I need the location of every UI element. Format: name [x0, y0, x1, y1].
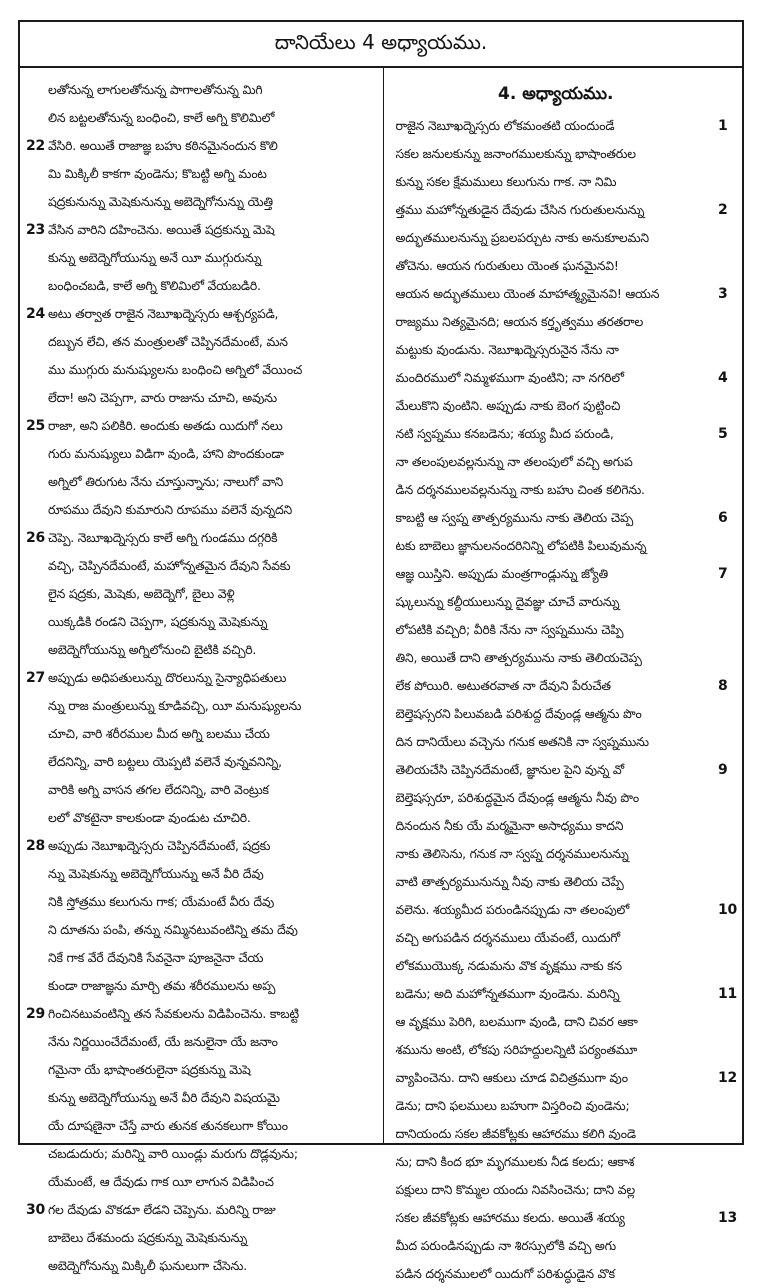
text-line [48, 272, 369, 300]
text-line [48, 720, 369, 748]
line-text: లైన షద్రకు, మెషెకు, అబెద్నెగో, బైలు వెళ్లి [48, 586, 235, 601]
line-text: అద్భుతములనున్ను ప్రబలపర్చుట నాకు అనుకూలమని [395, 230, 649, 245]
text-line [395, 896, 738, 924]
running-header [20, 22, 742, 68]
line-text: పక్షులు దాని కొమ్మల యందు నివసించెను; దాని వల్ల [395, 1182, 635, 1197]
line-text: కున్ను అబెద్నెగోయున్ను అనే వీరి దేవుని విషయమై [48, 1090, 280, 1105]
text-line [48, 160, 369, 188]
line-text: యిక్కడికి రండని చెప్పగా, షద్రకున్ను మెషెకున్ను [48, 614, 268, 629]
text-line [396, 448, 717, 476]
text-line [26, 132, 369, 160]
line-text: గించినటువంటిన్ని తన సేవకులను విడిపించెను. కాబట్టి [48, 1006, 299, 1021]
text-line [48, 1168, 369, 1196]
line-text: న్ను రాజ మంత్రులున్ను కూడివచ్చి, యీ మనుష్యులను [48, 698, 302, 713]
text-line [395, 560, 728, 588]
text-line [396, 784, 717, 812]
verse-number: 30 [26, 1202, 46, 1218]
line-text: ఆజ్ఞ యిస్తిని. అప్పుడు మంత్రగాండ్లున్ను జ్యోతి [395, 566, 609, 581]
verse-number: 29 [26, 1006, 46, 1022]
right-column [384, 68, 743, 1281]
line-text: యే దూషణైనా చేస్తే వారు తునక తునకలుగా కోయిం [48, 1118, 288, 1133]
verse-number: 25 [26, 418, 46, 434]
line-text: పడిన దర్శనములలో యిదుగో పరిశుద్ధుడైన వొక [395, 1266, 615, 1281]
line-text: సకల జీవకోట్లకు ఆహారము కలదు. అయితే శయ్య [395, 1210, 625, 1225]
text-line [395, 196, 728, 224]
text-line [396, 644, 717, 672]
line-text: తోచెను. ఆయన గురుతులు యెంత ఘనమైనవి! [395, 258, 619, 273]
verse-number: 1 [718, 118, 728, 134]
text-line [26, 664, 369, 692]
text-line [48, 440, 369, 468]
line-text: కుండా రాజాజ్ఞను మార్చి తమ శరీరములను అప్ప [48, 978, 276, 993]
line-text: మి మిక్కిలీ కాకగా వుండెను; కొబట్టి అగ్ని మంట [48, 166, 267, 181]
text-line [396, 588, 717, 616]
text-line [26, 1000, 369, 1028]
text-line [26, 216, 369, 244]
line-text: లతోనున్న లాగులతోనున్న పాగాలతోనున్న మిగి [48, 82, 263, 97]
line-text: లేదా! అని చెప్పగా, వారు రాజును చూచి, అవును [48, 390, 277, 405]
line-text: అప్పుడు అధిపతులున్ను దొరలున్ను సైన్యాధిపతులు [48, 670, 287, 685]
line-text: కాబట్టి ఆ స్వప్న తాత్పర్యమును నాకు తెలియ చెప్ప [395, 510, 634, 525]
line-text: కున్ను అబెద్నెగోయున్ను అనే యీ ముగ్గురున్ను [48, 250, 262, 265]
line-text: మీద పరుండినప్పుడు నా శిరస్సులోకి వచ్చి అగు [395, 1238, 616, 1253]
line-text: ము ముగ్గురు మనుష్యులను బంధించి అగ్నిలో వేయించ [48, 362, 303, 377]
text-line [396, 616, 717, 644]
text-line [396, 168, 717, 196]
text-line [396, 224, 717, 252]
text-line [396, 532, 717, 560]
line-text: గురు మనుష్యులు విడిగా వుండి, హాని పొందకుండా [48, 446, 284, 461]
text-line [395, 364, 728, 392]
verse-number: 10 [718, 902, 738, 918]
page-title: దానియేలు 4 అధ్యాయము. [274, 29, 488, 54]
line-text: లోపటికి వచ్చిరి; వీరికి నేను నా స్వప్నమును చెప్పి [395, 622, 624, 637]
line-text: దినందున నీకు యే మర్మమైనా అసాధ్యము కాదని [395, 818, 624, 833]
text-line [396, 1148, 717, 1176]
line-text: రాజా, అని పలికిరి. అందుకు అతడు యిదుగో నలు [48, 418, 283, 433]
text-line [396, 700, 717, 728]
text-line [396, 476, 717, 504]
verse-number: 6 [718, 510, 728, 526]
text-line [48, 104, 369, 132]
verse-number: 23 [26, 222, 46, 238]
line-text: చబడుదురు; మరిన్ని వారి యిండ్లు మరుగు దొడ్లవును; [48, 1146, 298, 1161]
line-text: దిన దానియేలు వచ్చెను గనుక అతనికి నా స్వప్నమును [395, 734, 649, 749]
text-line [396, 1260, 717, 1288]
verse-number: 27 [26, 670, 46, 686]
text-line [26, 524, 369, 552]
line-text: టకు బాబెలు జ్ఞానులనందరినిన్ని లోపటికి పిలువుమన్న [395, 538, 647, 553]
text-line [396, 1036, 717, 1064]
text-line [26, 1196, 369, 1224]
line-text: రాజైన నెబూఖద్నెస్సరు లోకమంతటి యందుండే [395, 118, 615, 133]
left-column [20, 68, 384, 1273]
verse-number: 4 [718, 370, 728, 386]
text-line [395, 112, 728, 140]
line-text: వారికి అగ్ని వాసన తగల లేదనిన్ని, వారి వెంట్రుక [48, 782, 269, 797]
text-line [48, 692, 369, 720]
line-text: అగ్నిలో తిరుగుట నేను చూస్తున్నాను; నాలుగో వాని [48, 474, 283, 489]
text-line [396, 840, 717, 868]
verse-number: 24 [26, 306, 46, 322]
verse-number: 3 [718, 286, 728, 302]
text-line [396, 336, 717, 364]
text-line [48, 1084, 369, 1112]
text-line [48, 916, 369, 944]
line-text: బాబెలు దేశమందు షద్రకున్ను మెషెకునున్ను [48, 1230, 248, 1245]
text-line [48, 328, 369, 356]
line-text: నటి స్వప్నము కనబడెను; శయ్య మీద పరుండి, [395, 426, 614, 441]
line-text: మందిరములో నిమ్మళముగా వుంటిని; నా నగరిలో [395, 370, 624, 385]
line-text: వ్యాపించెను. దాని ఆకులు చూడ విచిత్రముగా వుం [395, 1070, 628, 1085]
text-line [396, 308, 717, 336]
text-line [48, 384, 369, 412]
text-line [395, 504, 728, 532]
text-line [48, 552, 369, 580]
line-text: అబెద్నెగోయున్ను అగ్నిలోనుంచి బైటికి వచ్చిరి. [48, 642, 257, 657]
verse-number: 7 [718, 566, 728, 582]
line-text: సకల జనులకున్ను జనాంగములకున్ను భాషాంతరుల [395, 146, 636, 161]
line-text: గమైనా యే భాషాంతరులైనా షద్రకున్ను మెషె [48, 1062, 251, 1077]
text-line [48, 1112, 369, 1140]
text-line [396, 1008, 717, 1036]
line-text: బెల్తెషస్సరూ, పరిశుద్ధమైన దేవుండ్ల ఆత్మను నీవు పొం [395, 790, 639, 805]
text-line [48, 244, 369, 272]
text-line [48, 748, 369, 776]
line-text: నాకు తెలిసెను, గనుక నా స్వప్న దర్శనములనున్ను [395, 846, 629, 861]
two-column-body [20, 68, 742, 1281]
line-text: దబ్బున లేచి, తన మంత్రులతో చెప్పినదేమంటే, మన [48, 334, 288, 349]
text-line [396, 1092, 717, 1120]
text-line [48, 804, 369, 832]
text-line [396, 140, 717, 168]
line-text: బెల్తెషస్సరని పిలువబడి పరిశుద్ద దేవుండ్ల ఆత్మను పొం [395, 706, 642, 721]
line-text: శమును అంటి, లోకపు సరిహద్దులన్నిటి పర్యంతమూ [395, 1042, 638, 1057]
line-text: లిన బట్టలతోనున్న బంధించి, కాలే అగ్ని కొలిమిలో [48, 110, 275, 125]
text-line [395, 1204, 738, 1232]
line-text: నేను నిర్ణయించేదేమంటే, యే జనులైనా యే జనాం [48, 1034, 278, 1049]
text-line [48, 1140, 369, 1168]
line-text: వచ్చి అగుపడిన దర్శనములు యేవంటే, యిదుగో [395, 930, 620, 945]
text-line [48, 496, 369, 524]
text-line [396, 868, 717, 896]
text-line [48, 972, 369, 1000]
line-text: రూపము దేవుని కుమారుని రూపము వలెనే వున్నదని [48, 502, 293, 517]
text-line [395, 756, 728, 784]
text-line [396, 728, 717, 756]
line-text: ఆయన అద్భుతములు యెంత మాహాత్మ్యమైనవి! ఆయన [395, 286, 660, 301]
text-line [48, 76, 369, 104]
line-text: చెప్పె. నెబూఖద్నెస్సరు కాలే అగ్ని గుండము దగ్గరికి [48, 530, 278, 545]
line-text: గల దేవుడు వొకడూ లేడని చెప్పెను. మరిన్ని రాజు [48, 1202, 276, 1217]
text-line [48, 636, 369, 664]
chapter-heading: 4. అధ్యాయము. [498, 84, 614, 104]
text-line [395, 420, 728, 448]
line-text: రాజ్యము నిత్యమైనది; ఆయన కర్తృత్వము తరతరాల [395, 314, 644, 329]
line-text: వాటి తాత్పర్యమునున్ను నీవు నాకు తెలియ చెప్పే [395, 874, 624, 889]
verse-number: 2 [718, 202, 728, 218]
text-line [26, 412, 369, 440]
verse-number: 9 [718, 762, 728, 778]
line-text: డిన దర్శనములవల్లనున్ను నాకు బహు చింత కలిగెను. [395, 482, 645, 497]
text-line [48, 188, 369, 216]
line-text: యేమంటే, ఆ దేవుడు గాక యీ లాగున విడిపించ [48, 1174, 274, 1189]
verse-number: 13 [718, 1210, 738, 1226]
line-text: త్తము మహోన్నతుడైన దేవుడు చేసిన గురుతులనున్ను [395, 202, 645, 217]
line-text: ను; దాని కింద భూ మృగములకు నీడ కలదు; ఆకాశ [395, 1154, 635, 1169]
line-text: వేసిరి. అయితే రాజాజ్ఞ బహు కఠినమైనందున కొలి [48, 138, 278, 153]
line-text: లోకముయొక్క నడుమను వొక వృక్షము నాకు కన [395, 958, 622, 973]
verse-number: 12 [718, 1070, 738, 1086]
text-line [48, 608, 369, 636]
text-line [48, 468, 369, 496]
verse-number: 8 [718, 678, 728, 694]
text-line [395, 980, 738, 1008]
line-text: చూచి, వారి శరీరముల మీద అగ్ని బలము చేయ [48, 726, 270, 741]
line-text: లలో వొకటైనా కాలకుండా వుండుట చూచిరి. [48, 810, 251, 825]
text-line [48, 944, 369, 972]
text-line [26, 300, 369, 328]
line-text: మేలుకొని వుంటిని. అప్పుడు నాకు బెంగ పుట్టించి [395, 398, 621, 413]
text-line [396, 812, 717, 840]
line-text: నా తలంపులవల్లనున్ను నా తలంపులో వచ్చి అగుప [395, 454, 633, 469]
line-text: వేసిన వారిని దహించెను. అయితే షద్రకున్ను మెషె [48, 222, 275, 237]
text-line [48, 860, 369, 888]
line-text: తెలియచేసి చెప్పినదేమంటే, జ్ఞానుల పైని వున్న వో [395, 762, 624, 777]
text-line [48, 1028, 369, 1056]
text-line [395, 672, 728, 700]
text-line [48, 580, 369, 608]
verse-number: 22 [26, 138, 46, 154]
line-text: వచ్చి, చెప్పినదేమంటే, మహోన్నతమైన దేవుని సేవకు [48, 558, 291, 573]
line-text: ష్కులున్ను కల్దీయులున్ను దైవజ్ఞు చూచే వారున్ను [395, 594, 620, 609]
line-text: నికి స్తోత్రము కలుగును గాక; యేమంటే వీరు దేవు [48, 894, 275, 909]
text-line [396, 252, 717, 280]
line-text: ఆ వృక్షము పెరిగి, బలముగా వుండి, దాని చివర ఆకా [395, 1014, 638, 1029]
line-text: ని దూతను పంపి, తన్ను నమ్మినటువంటిన్ని తమ దేవు [48, 922, 298, 937]
line-text: బడెను; అది మహోన్నతముగా వుండెను. మరిన్ని [395, 986, 620, 1001]
text-line [48, 1056, 369, 1084]
line-text: తిని, అయితే దాని తాత్పర్యమును నాకు తెలియచెప్ప [395, 650, 642, 665]
text-line [48, 888, 369, 916]
text-line [48, 356, 369, 384]
text-line [396, 952, 717, 980]
verse-number: 11 [718, 986, 738, 1002]
text-line [48, 1252, 369, 1280]
line-text: లేక పోయిరి. అటుతరవాత నా దేవుని పేరుచేత [395, 678, 611, 693]
line-text: దానియందు సకల జీవకోట్లకు ఆహారము కలిగి వుండె [395, 1126, 636, 1141]
text-line [48, 1224, 369, 1252]
text-line [396, 1176, 717, 1204]
text-line [395, 1064, 738, 1092]
page-frame [18, 20, 744, 1281]
line-text: బంధించబడి, కాలే అగ్ని కొలిమిలో వేయబడిరి. [48, 278, 261, 293]
text-line [48, 776, 369, 804]
line-text: మట్టుకు వుండును. నెబూఖద్నెస్సరునైన నేను నా [395, 342, 619, 357]
text-line [396, 924, 717, 952]
text-line [396, 392, 717, 420]
verse-number: 26 [26, 530, 46, 546]
line-text: వలెను. శయ్యమీద పరుండినప్పుడు నా తలంపులో [395, 902, 630, 917]
line-text: అటు తర్వాత రాజైన నెబూఖద్నెస్సరు ఆశ్చర్యపడి, [48, 306, 279, 321]
line-text: న్ను మెషెకున్ను అబెద్నెగోయున్ను అనే వీరి దేవు [48, 866, 264, 881]
text-line [395, 280, 728, 308]
text-line [26, 832, 369, 860]
line-text: అబెద్నెగోనున్ను మిక్కిలీ ఘనులుగా చేసెను. [48, 1258, 248, 1273]
line-text: డెను; దాని ఫలములు బహుగా విస్తరించి వుండెను; [395, 1098, 630, 1113]
line-text: కున్ను సకల క్షేమములు కలుగును గాక. నా నిమి [395, 174, 617, 189]
line-text: అప్పుడు నెబూఖద్నెస్సరు చెప్పినదేమంటే, షద్రకు [48, 838, 271, 853]
line-text: షద్రకునున్ను మెషెకునున్ను అబెద్నెగోనున్ను యెత్తి [48, 194, 273, 209]
verse-number: 28 [26, 838, 46, 854]
text-line [396, 1120, 717, 1148]
line-text: నికే గాక వేరే దేవునికి సేవనైనా పూజనైనా చేయ [48, 950, 264, 965]
line-text: లేదనిన్ని, వారి బట్టలు యెప్పటి వలెనే వున్నవనిన్ని, [48, 754, 282, 769]
verse-number: 5 [718, 426, 728, 442]
text-line [396, 1232, 717, 1260]
